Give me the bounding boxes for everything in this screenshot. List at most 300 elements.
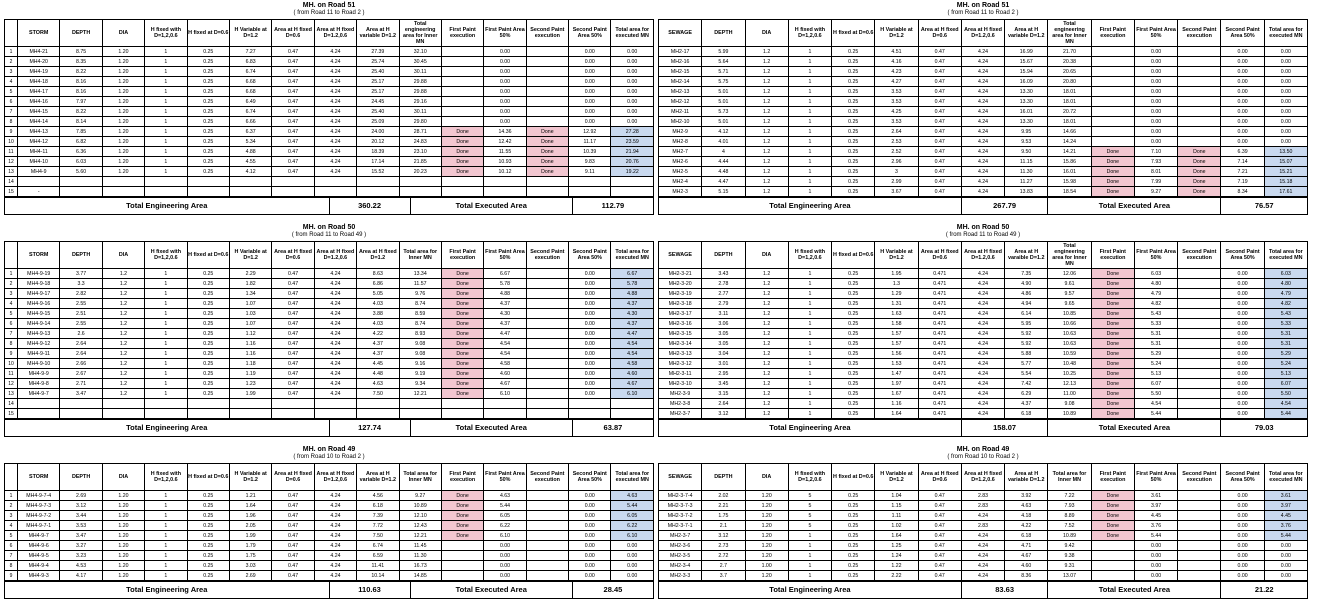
table-cell[interactable]: 1.2 — [745, 349, 788, 359]
table-cell[interactable]: MH2-3-3 — [659, 571, 702, 581]
table-cell[interactable]: 0.25 — [187, 117, 229, 127]
table-cell[interactable]: 1.2 — [102, 369, 144, 379]
table-cell[interactable]: 1 — [788, 309, 831, 319]
table-cell[interactable]: 18.01 — [1048, 97, 1091, 107]
table-cell[interactable]: 4.54 — [484, 339, 526, 349]
table-cell[interactable]: 28.71 — [399, 127, 441, 137]
table-cell[interactable]: Done — [1178, 157, 1221, 167]
table-cell[interactable]: 1 — [788, 137, 831, 147]
table-cell[interactable]: 0.00 — [1221, 409, 1264, 419]
table-cell[interactable]: 1.57 — [875, 339, 918, 349]
table-cell[interactable]: 18.39 — [357, 147, 399, 157]
table-cell[interactable]: 0.47 — [918, 47, 961, 57]
table-cell[interactable]: 0.25 — [832, 67, 875, 77]
table-cell[interactable]: 0.25 — [832, 269, 875, 279]
table-cell[interactable]: 1.19 — [229, 369, 271, 379]
table-cell[interactable]: 2.64 — [702, 399, 745, 409]
table-cell[interactable]: 3.67 — [875, 187, 918, 197]
table-cell[interactable]: 1.2 — [745, 107, 788, 117]
table-cell[interactable]: MH2-16 — [659, 57, 702, 67]
table-cell[interactable]: 4.24 — [961, 87, 1004, 97]
table-row[interactable] — [659, 107, 1308, 117]
table-cell[interactable]: 0.00 — [569, 369, 611, 379]
table-cell[interactable]: 5.01 — [702, 117, 745, 127]
table-cell[interactable]: 4.24 — [314, 379, 356, 389]
table-cell[interactable]: 2.51 — [60, 309, 102, 319]
table-cell[interactable]: MH4-14 — [18, 117, 60, 127]
table-cell[interactable] — [441, 47, 483, 57]
table-cell[interactable]: 1 — [788, 67, 831, 77]
table-cell[interactable]: 0.47 — [272, 167, 314, 177]
table-cell[interactable]: 0.00 — [569, 571, 611, 581]
table-cell[interactable]: 5.24 — [1264, 359, 1307, 369]
table-cell[interactable]: 6.03 — [1134, 269, 1177, 279]
table-cell[interactable]: Done — [1091, 369, 1134, 379]
table-cell[interactable]: 4.24 — [961, 339, 1004, 349]
table-cell[interactable]: 5.43 — [1134, 309, 1177, 319]
table-cell[interactable]: 15.21 — [1264, 167, 1307, 177]
table-cell[interactable]: 15 — [5, 187, 18, 197]
table-cell[interactable]: 7.42 — [1005, 379, 1048, 389]
table-cell[interactable]: 2.82 — [60, 289, 102, 299]
table-cell[interactable]: 7.35 — [1005, 269, 1048, 279]
table-cell[interactable]: 4.37 — [484, 319, 526, 329]
table-cell[interactable]: 0.00 — [569, 389, 611, 399]
table-cell[interactable]: 0.00 — [1221, 349, 1264, 359]
table-cell[interactable]: 6.83 — [229, 57, 271, 67]
table-cell[interactable]: 1.16 — [875, 399, 918, 409]
table-cell[interactable]: MH2-10 — [659, 117, 702, 127]
table-cell[interactable]: Done — [1178, 187, 1221, 197]
table-cell[interactable]: 0.47 — [918, 521, 961, 531]
table-cell[interactable]: 0.47 — [272, 561, 314, 571]
table-cell[interactable]: 0.00 — [1221, 561, 1264, 571]
table-cell[interactable]: 5.44 — [611, 501, 654, 511]
table-row[interactable] — [5, 107, 654, 117]
table-cell[interactable]: 4.24 — [961, 77, 1004, 87]
table-cell[interactable]: 0.25 — [832, 491, 875, 501]
table-cell[interactable]: 10.39 — [569, 147, 611, 157]
table-cell[interactable]: 5.31 — [1264, 329, 1307, 339]
table-cell[interactable] — [611, 409, 654, 419]
table-row[interactable] — [5, 521, 654, 531]
table-cell[interactable]: 1.18 — [229, 359, 271, 369]
table-row[interactable] — [5, 409, 654, 419]
table-cell[interactable]: 11.57 — [399, 279, 441, 289]
table-cell[interactable]: 6.18 — [357, 501, 399, 511]
table-cell[interactable]: 1.16 — [229, 339, 271, 349]
table-cell[interactable]: MH4-12 — [18, 137, 60, 147]
table-cell[interactable]: 12.10 — [399, 511, 441, 521]
table-row[interactable] — [659, 379, 1308, 389]
table-cell[interactable]: 1.64 — [875, 409, 918, 419]
table-cell[interactable]: 0.00 — [484, 541, 526, 551]
table-cell[interactable] — [102, 399, 144, 409]
table-cell[interactable]: MH2-3-7-4 — [659, 491, 702, 501]
table-cell[interactable] — [1178, 329, 1221, 339]
table-cell[interactable]: 13.07 — [1048, 571, 1091, 581]
table-cell[interactable]: 0.00 — [1264, 87, 1307, 97]
table-cell[interactable]: MH2-13 — [659, 87, 702, 97]
table-cell[interactable]: 0.25 — [832, 157, 875, 167]
table-cell[interactable]: 4.24 — [314, 117, 356, 127]
table-cell[interactable]: 0.25 — [187, 77, 229, 87]
table-cell[interactable]: Done — [441, 511, 483, 521]
table-cell[interactable] — [484, 187, 526, 197]
table-cell[interactable]: 1.20 — [745, 491, 788, 501]
table-cell[interactable]: 0.00 — [569, 289, 611, 299]
table-cell[interactable]: 4.88 — [611, 289, 654, 299]
table-cell[interactable]: 9.08 — [399, 339, 441, 349]
table-cell[interactable]: 1.95 — [875, 269, 918, 279]
table-cell[interactable]: 0.00 — [611, 47, 654, 57]
table-cell[interactable]: 4.24 — [961, 269, 1004, 279]
table-cell[interactable]: 0.25 — [187, 57, 229, 67]
table-cell[interactable]: 0.47 — [918, 87, 961, 97]
table-cell[interactable]: 4.24 — [314, 511, 356, 521]
table-cell[interactable] — [18, 177, 60, 187]
table-cell[interactable]: 0.00 — [1264, 117, 1307, 127]
table-cell[interactable]: 6.03 — [1264, 269, 1307, 279]
table-cell[interactable]: 4.24 — [961, 359, 1004, 369]
table-cell[interactable]: 1 — [145, 157, 187, 167]
table-cell[interactable]: 0.00 — [1264, 97, 1307, 107]
table-cell[interactable]: 0.471 — [918, 299, 961, 309]
table-cell[interactable]: 1.2 — [745, 409, 788, 419]
table-cell[interactable]: 1 — [145, 299, 187, 309]
table-cell[interactable]: MH2-15 — [659, 67, 702, 77]
table-cell[interactable]: 0.00 — [569, 87, 611, 97]
table-cell[interactable]: MH4-9-10 — [18, 359, 60, 369]
table-cell[interactable]: 3.15 — [702, 389, 745, 399]
table-row[interactable] — [659, 541, 1308, 551]
table-cell[interactable]: Done — [1091, 187, 1134, 197]
table-cell[interactable]: 29.16 — [399, 97, 441, 107]
table-cell[interactable] — [60, 187, 102, 197]
table-row[interactable] — [659, 491, 1308, 501]
table-cell[interactable]: Done — [1091, 319, 1134, 329]
table-cell[interactable]: Done — [441, 389, 483, 399]
table-cell[interactable] — [526, 177, 568, 187]
table-cell[interactable]: 4.24 — [314, 57, 356, 67]
table-cell[interactable]: 1.23 — [229, 379, 271, 389]
table-cell[interactable]: 11.17 — [569, 137, 611, 147]
table-cell[interactable] — [1178, 67, 1221, 77]
table-cell[interactable]: 1.64 — [229, 501, 271, 511]
table-cell[interactable]: MH4-9-18 — [18, 279, 60, 289]
table-row[interactable] — [5, 167, 654, 177]
table-cell[interactable]: 4.82 — [1134, 299, 1177, 309]
table-cell[interactable] — [229, 187, 271, 197]
table-cell[interactable]: 4.24 — [314, 97, 356, 107]
table-cell[interactable]: MH2-6 — [659, 157, 702, 167]
table-cell[interactable] — [526, 117, 568, 127]
table-cell[interactable]: 0.47 — [272, 389, 314, 399]
table-cell[interactable] — [357, 409, 399, 419]
table-cell[interactable] — [1178, 57, 1221, 67]
table-cell[interactable]: 1.79 — [229, 541, 271, 551]
table-cell[interactable]: 0.47 — [272, 329, 314, 339]
table-cell[interactable]: 0.00 — [569, 107, 611, 117]
table-row[interactable] — [659, 389, 1308, 399]
table-cell[interactable]: 1.99 — [229, 531, 271, 541]
table-cell[interactable]: 1.02 — [875, 521, 918, 531]
table-cell[interactable]: 0.00 — [1134, 107, 1177, 117]
table-cell[interactable]: MH2-3-7 — [659, 531, 702, 541]
table-cell[interactable]: 3.7 — [702, 571, 745, 581]
table-cell[interactable]: 1 — [145, 47, 187, 57]
table-cell[interactable]: Done — [441, 521, 483, 531]
table-cell[interactable] — [145, 177, 187, 187]
table-cell[interactable]: 0.47 — [272, 541, 314, 551]
table-cell[interactable]: MH4-9-15 — [18, 309, 60, 319]
table-cell[interactable]: 1 — [788, 167, 831, 177]
table-cell[interactable]: 4 — [5, 77, 18, 87]
table-cell[interactable]: 11.45 — [399, 541, 441, 551]
table-cell[interactable] — [1091, 127, 1134, 137]
table-cell[interactable]: 0.47 — [272, 127, 314, 137]
table-row[interactable] — [5, 319, 654, 329]
table-cell[interactable]: Done — [1091, 531, 1134, 541]
table-cell[interactable]: 0.47 — [272, 107, 314, 117]
table-cell[interactable]: 0.47 — [918, 57, 961, 67]
table-cell[interactable]: 5.34 — [229, 137, 271, 147]
table-cell[interactable]: 0.00 — [1221, 541, 1264, 551]
table-cell[interactable]: 12.06 — [1048, 269, 1091, 279]
table-cell[interactable]: 0.00 — [569, 511, 611, 521]
table-cell[interactable]: 5.33 — [1134, 319, 1177, 329]
table-cell[interactable]: 3.53 — [60, 521, 102, 531]
table-cell[interactable]: MH2-11 — [659, 107, 702, 117]
table-cell[interactable]: 0.00 — [1134, 57, 1177, 67]
table-cell[interactable]: 1.07 — [229, 299, 271, 309]
table-cell[interactable]: 1 — [145, 349, 187, 359]
table-cell[interactable] — [102, 187, 144, 197]
table-cell[interactable]: 14.66 — [1048, 127, 1091, 137]
table-cell[interactable]: 1.2 — [745, 289, 788, 299]
table-cell[interactable]: 4.54 — [611, 339, 654, 349]
table-cell[interactable]: 4.67 — [484, 379, 526, 389]
table-cell[interactable]: 2.55 — [60, 299, 102, 309]
table-cell[interactable]: MH4-10 — [18, 157, 60, 167]
table-cell[interactable]: MH2-3-4 — [659, 561, 702, 571]
table-cell[interactable]: 0.25 — [832, 501, 875, 511]
table-cell[interactable]: 9.16 — [399, 359, 441, 369]
table-cell[interactable]: 0.25 — [832, 107, 875, 117]
table-cell[interactable]: 0.00 — [1264, 551, 1307, 561]
table-cell[interactable]: 7.85 — [60, 127, 102, 137]
table-cell[interactable] — [187, 399, 229, 409]
table-cell[interactable]: 1 — [145, 67, 187, 77]
table-cell[interactable]: 0.00 — [484, 117, 526, 127]
table-cell[interactable]: 2.52 — [875, 147, 918, 157]
table-cell[interactable]: 7 — [5, 329, 18, 339]
table-cell[interactable] — [1178, 47, 1221, 57]
table-cell[interactable]: 14.24 — [1048, 137, 1091, 147]
table-cell[interactable]: 0.47 — [918, 187, 961, 197]
table-cell[interactable]: 2.77 — [702, 289, 745, 299]
table-cell[interactable] — [1091, 107, 1134, 117]
table-cell[interactable]: 1.20 — [102, 571, 144, 581]
table-row[interactable] — [5, 399, 654, 409]
table-cell[interactable]: 2.83 — [961, 521, 1004, 531]
table-cell[interactable]: Done — [526, 147, 568, 157]
table-row[interactable] — [5, 157, 654, 167]
table-cell[interactable]: 4.17 — [60, 571, 102, 581]
table-cell[interactable]: 4.24 — [961, 349, 1004, 359]
table-cell[interactable]: MH2-3-15 — [659, 329, 702, 339]
table-cell[interactable]: 0.25 — [832, 561, 875, 571]
table-cell[interactable]: 1 — [145, 561, 187, 571]
table-cell[interactable] — [441, 107, 483, 117]
table-cell[interactable]: 0.25 — [187, 379, 229, 389]
table-cell[interactable]: 1.2 — [745, 389, 788, 399]
table-cell[interactable]: 0.00 — [569, 309, 611, 319]
table-cell[interactable]: 0.25 — [832, 339, 875, 349]
table-cell[interactable]: 4.24 — [314, 349, 356, 359]
table-cell[interactable]: 14.85 — [399, 571, 441, 581]
table-cell[interactable]: 2.64 — [60, 339, 102, 349]
table-cell[interactable]: 21.70 — [1048, 47, 1091, 57]
table-row[interactable] — [5, 491, 654, 501]
table-cell[interactable]: 4.24 — [314, 571, 356, 581]
table-cell[interactable]: 1.2 — [745, 177, 788, 187]
table-cell[interactable]: MH2-5 — [659, 167, 702, 177]
table-cell[interactable]: 1.20 — [102, 137, 144, 147]
table-cell[interactable]: Done — [1091, 409, 1134, 419]
table-cell[interactable] — [441, 97, 483, 107]
table-cell[interactable]: 4.55 — [229, 157, 271, 167]
table-cell[interactable]: Done — [441, 359, 483, 369]
table-cell[interactable]: 5.78 — [611, 279, 654, 289]
table-cell[interactable]: 2.6 — [60, 329, 102, 339]
table-cell[interactable]: 0.47 — [918, 137, 961, 147]
table-cell[interactable]: 8.74 — [399, 319, 441, 329]
table-cell[interactable] — [229, 399, 271, 409]
table-cell[interactable]: 0.25 — [832, 147, 875, 157]
table-cell[interactable]: 4.24 — [961, 147, 1004, 157]
table-cell[interactable] — [1178, 77, 1221, 87]
table-cell[interactable]: 10.63 — [1048, 339, 1091, 349]
table-cell[interactable]: 7.97 — [60, 97, 102, 107]
table-cell[interactable]: 1.20 — [102, 57, 144, 67]
table-cell[interactable]: 1 — [788, 299, 831, 309]
table-cell[interactable]: Done — [1091, 379, 1134, 389]
table-cell[interactable]: 0.00 — [484, 77, 526, 87]
table-cell[interactable]: 4.80 — [1134, 279, 1177, 289]
table-cell[interactable] — [1178, 561, 1221, 571]
table-cell[interactable]: 0.00 — [611, 571, 654, 581]
table-cell[interactable]: 0.00 — [1221, 279, 1264, 289]
table-cell[interactable]: 0.47 — [918, 127, 961, 137]
table-cell[interactable]: 4.24 — [961, 289, 1004, 299]
table-cell[interactable]: 0.00 — [484, 97, 526, 107]
table-cell[interactable]: 0.00 — [1264, 57, 1307, 67]
table-cell[interactable]: 11.15 — [1005, 157, 1048, 167]
table-cell[interactable] — [1091, 571, 1134, 581]
table-cell[interactable]: 1.20 — [102, 531, 144, 541]
table-cell[interactable]: 4.24 — [314, 107, 356, 117]
table-cell[interactable] — [526, 107, 568, 117]
table-row[interactable] — [659, 349, 1308, 359]
table-cell[interactable]: MH2-3-19 — [659, 289, 702, 299]
table-cell[interactable]: 1.2 — [102, 299, 144, 309]
table-cell[interactable]: 11.27 — [1005, 177, 1048, 187]
table-cell[interactable]: Done — [441, 309, 483, 319]
table-cell[interactable] — [441, 541, 483, 551]
table-cell[interactable]: 4.94 — [1005, 299, 1048, 309]
table-cell[interactable]: 0.25 — [832, 167, 875, 177]
table-cell[interactable]: 0.47 — [918, 531, 961, 541]
table-cell[interactable] — [1091, 137, 1134, 147]
table-cell[interactable]: 0.00 — [569, 299, 611, 309]
table-cell[interactable]: Done — [441, 379, 483, 389]
table-cell[interactable]: Done — [441, 147, 483, 157]
table-cell[interactable]: 1.16 — [229, 349, 271, 359]
table-cell[interactable] — [1178, 551, 1221, 561]
table-cell[interactable]: 0.00 — [1221, 57, 1264, 67]
table-cell[interactable]: 1.20 — [102, 117, 144, 127]
table-cell[interactable]: 0.25 — [832, 137, 875, 147]
table-cell[interactable]: MH4-9-17 — [18, 289, 60, 299]
table-cell[interactable]: 0.47 — [272, 491, 314, 501]
table-cell[interactable]: 4.24 — [961, 117, 1004, 127]
table-cell[interactable]: 2.71 — [60, 379, 102, 389]
table-cell[interactable]: 8.22 — [60, 67, 102, 77]
table-cell[interactable]: 4.60 — [1005, 561, 1048, 571]
table-cell[interactable]: 0.47 — [918, 67, 961, 77]
table-cell[interactable]: 12.21 — [399, 389, 441, 399]
table-cell[interactable]: 25.09 — [357, 117, 399, 127]
table-cell[interactable]: MH2-4 — [659, 177, 702, 187]
table-cell[interactable]: 4.37 — [357, 349, 399, 359]
table-cell[interactable]: 1.31 — [875, 299, 918, 309]
table-cell[interactable]: Done — [526, 127, 568, 137]
table-cell[interactable]: Done — [1091, 147, 1134, 157]
table-cell[interactable]: 0.471 — [918, 409, 961, 419]
table-cell[interactable]: Done — [1091, 339, 1134, 349]
table-cell[interactable]: 5 — [5, 531, 18, 541]
table-cell[interactable]: 2.67 — [60, 369, 102, 379]
table-row[interactable] — [5, 77, 654, 87]
table-cell[interactable]: Done — [441, 349, 483, 359]
table-cell[interactable]: - — [18, 187, 60, 197]
table-cell[interactable]: 5.88 — [1005, 349, 1048, 359]
table-cell[interactable]: 1.2 — [102, 389, 144, 399]
table-cell[interactable]: 0.25 — [187, 491, 229, 501]
table-cell[interactable]: 1.20 — [102, 77, 144, 87]
table-cell[interactable]: MH2-3-21 — [659, 269, 702, 279]
table-cell[interactable]: 1.12 — [229, 329, 271, 339]
table-cell[interactable]: 0.00 — [1221, 551, 1264, 561]
table-cell[interactable]: 0.00 — [569, 541, 611, 551]
table-cell[interactable]: 10.63 — [1048, 329, 1091, 339]
table-cell[interactable]: 0.25 — [832, 319, 875, 329]
table-cell[interactable]: 0.00 — [1221, 299, 1264, 309]
table-cell[interactable]: 3.92 — [1005, 491, 1048, 501]
table-cell[interactable]: 4.60 — [611, 369, 654, 379]
table-cell[interactable]: 3.61 — [1264, 491, 1307, 501]
table-cell[interactable]: 23.59 — [611, 137, 654, 147]
table-cell[interactable]: 20.76 — [611, 157, 654, 167]
table-cell[interactable]: Done — [1091, 349, 1134, 359]
table-cell[interactable]: Done — [1091, 329, 1134, 339]
table-row[interactable] — [659, 57, 1308, 67]
table-cell[interactable]: 1 — [788, 379, 831, 389]
table-cell[interactable]: MH4-9 — [18, 167, 60, 177]
table-cell[interactable] — [611, 177, 654, 187]
table-cell[interactable]: 0.00 — [1264, 541, 1307, 551]
